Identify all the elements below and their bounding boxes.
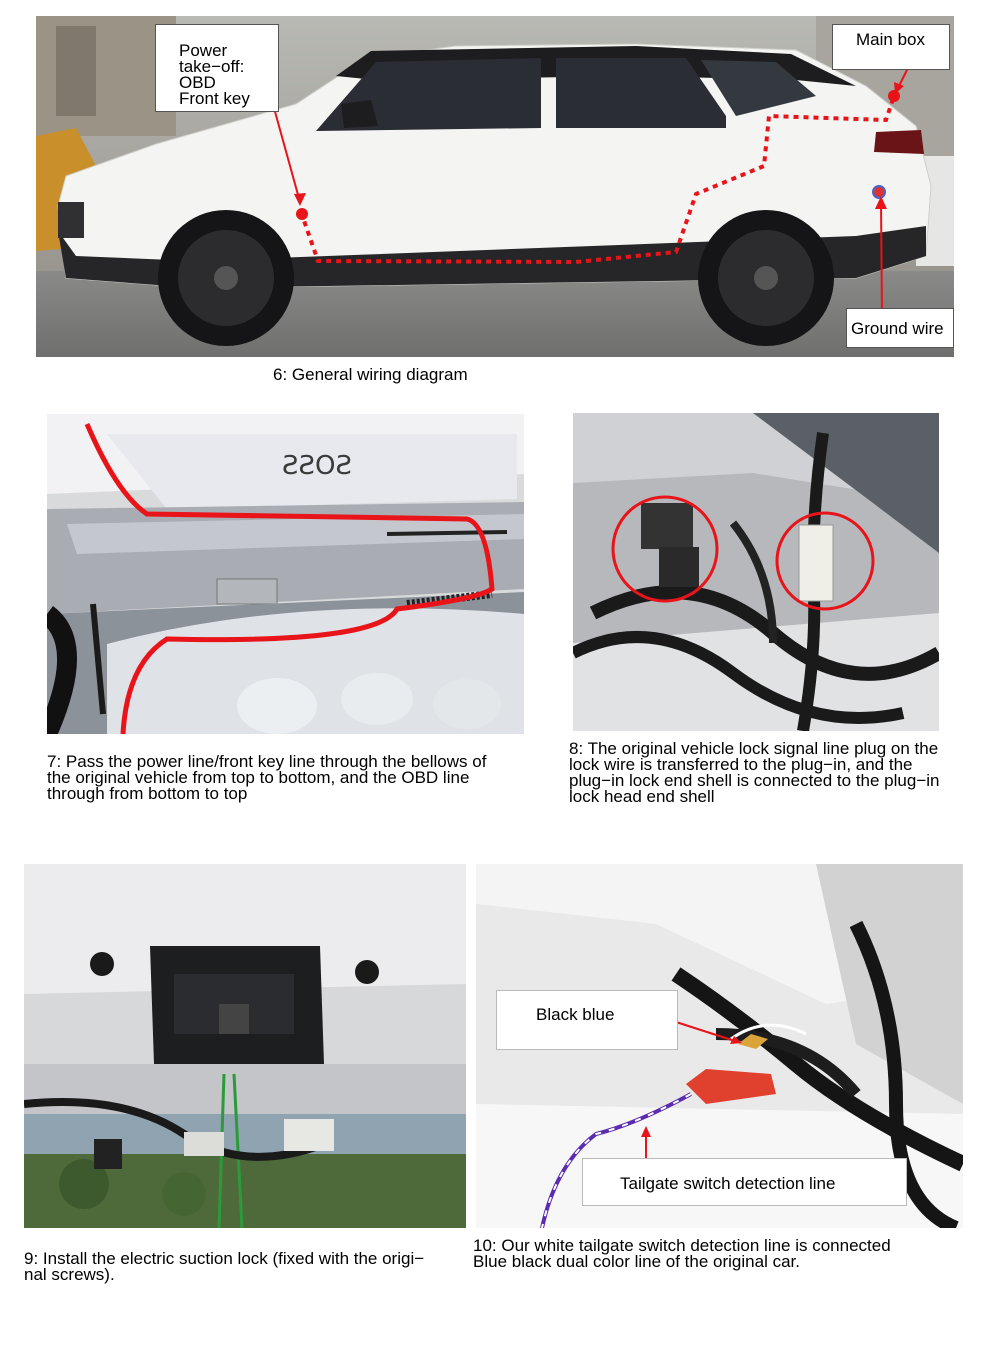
main-box-label: Main box [832, 24, 950, 70]
caption-8-line-3: plug−in lock end shell is connected to the plug−in [569, 771, 940, 790]
lock-plug-photo [573, 413, 939, 731]
caption-10 [473, 1238, 973, 1270]
caption-6: 6: General wiring diagram [273, 365, 468, 384]
caption-8 [569, 741, 989, 805]
bellows-photo [47, 414, 524, 734]
tailgate-detection-label: Tailgate switch detection line [582, 1158, 907, 1206]
power-label-line-3: OBD [179, 73, 216, 92]
caption-9-line-1: 9: Install the electric suction lock (fixed with the origi− [24, 1249, 425, 1268]
svg-text:SOSS: SOSS [282, 451, 352, 481]
caption-7 [47, 754, 537, 802]
caption-8-line-4: lock head end shell [569, 787, 715, 806]
caption-7-line-1: 7: Pass the power line/front key line through the bellows of [47, 752, 487, 771]
caption-9 [24, 1251, 464, 1283]
power-label-line-4: Front key [179, 89, 250, 108]
power-label-line-2: take−off: [179, 57, 245, 76]
power-label-line-1: Power [179, 41, 228, 60]
black-blue-label: Black blue [496, 990, 678, 1050]
caption-8-line-1: 8: The original vehicle lock signal line plug on the [569, 739, 939, 758]
suction-lock-photo [24, 864, 466, 1228]
caption-10-line-2: Blue black dual color line of the original car. [473, 1252, 800, 1271]
ground-wire-label: Ground wire [846, 308, 954, 348]
power-takeoff-label [155, 24, 279, 112]
caption-7-line-2: the original vehicle from top to bottom, and the OBD line [47, 768, 470, 787]
caption-8-line-2: lock wire is transferred to the plug−in, and the [569, 755, 913, 774]
caption-9-line-2: nal screws). [24, 1265, 115, 1284]
caption-7-line-3: through from bottom to top [47, 784, 248, 803]
caption-10-line-1: 10: Our white tailgate switch detection line is connected [473, 1236, 891, 1255]
